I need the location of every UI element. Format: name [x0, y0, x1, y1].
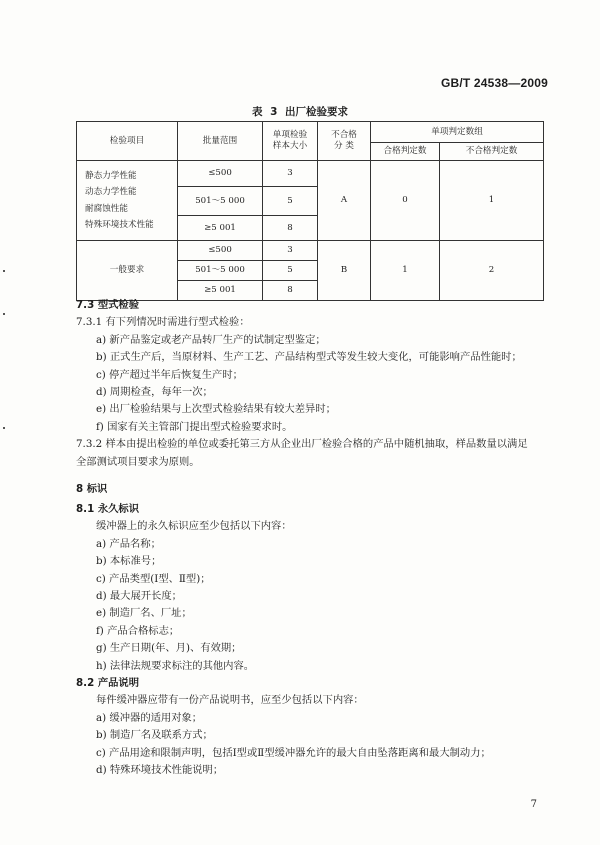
text-line: d) 特殊环境技术性能说明； — [96, 764, 224, 776]
text-line: 每件缓冲器应带有一份产品说明书，应至少包括以下内容： — [96, 694, 364, 707]
accept-number: 1 — [371, 241, 440, 301]
document-body — [76, 297, 546, 797]
text-line: 7.3.1 有下列情况时需进行型式检验： — [76, 316, 250, 329]
scan-mark — [3, 313, 5, 315]
header-item: 检验项目 — [77, 122, 178, 161]
text-line: b) 正式生产后，当原材料、生产工艺、产品结构型式等发生较大变化，可能影响产品性能时； — [96, 351, 522, 364]
sample-size: 3 — [263, 161, 318, 187]
batch-range: ≤500 — [178, 241, 263, 261]
inspection-item: 一般要求 — [77, 241, 178, 301]
text-line: b) 本标准号； — [96, 555, 162, 568]
text-line: b) 制造厂名及联系方式； — [96, 729, 213, 742]
text-line: h) 法律法规要求标注的其他内容。 — [96, 659, 255, 672]
header-verdict-group: 单项判定数组 — [371, 122, 544, 143]
table-row — [77, 161, 544, 187]
text-line: e) 出厂检验结果与上次型式检验结果有较大差异时； — [96, 403, 336, 416]
page-number: 7 — [530, 799, 537, 810]
text-line: 全部测试项目要求为原则。 — [76, 455, 200, 468]
text-line: c) 产品类型(Ⅰ型、Ⅱ型)； — [96, 572, 211, 585]
text-line: 7.3.2 样本由提出检验的单位或委托第三方从企业出厂检验合格的产品中随机抽取，样品数量以满足 — [76, 438, 528, 451]
text-line: f) 产品合格标志； — [96, 624, 180, 637]
table-row — [77, 241, 544, 261]
text-line: d) 周期检查，每年一次； — [96, 386, 213, 398]
table-body — [77, 122, 544, 301]
sample-size: 8 — [263, 281, 318, 301]
batch-range: ≥5 001 — [178, 281, 263, 301]
header-reject: 不合格判定数 — [440, 143, 544, 161]
batch-range: 501～5 000 — [178, 187, 263, 216]
text-line: g) 生产日期(年、月)、有效期； — [96, 642, 242, 655]
scan-mark — [3, 270, 5, 272]
section-heading: 8 标识 — [76, 483, 108, 495]
header-batch: 批量范围 — [178, 122, 263, 161]
inspection-item: 静态力学性能 动态力学性能 耐腐蚀性能 特殊环境技术性能 — [77, 161, 178, 241]
nonconformity-category: A — [318, 161, 371, 241]
section-heading: 7.3 型式检验 — [76, 299, 140, 311]
batch-range: 501～5 000 — [178, 261, 263, 281]
header-sample: 单项检验 样本大小 — [263, 122, 318, 161]
batch-range: ≥5 001 — [178, 216, 263, 241]
sample-size: 5 — [263, 187, 318, 216]
header-category: 不合格 分 类 — [318, 122, 371, 161]
reject-number: 1 — [440, 161, 544, 241]
section-heading: 8.1 永久标识 — [76, 503, 140, 515]
text-line: f) 国家有关主管部门提出型式检验要求时。 — [96, 420, 293, 433]
reject-number: 2 — [440, 241, 544, 301]
nonconformity-category: B — [318, 241, 371, 301]
text-line: d) 最大展开长度； — [96, 590, 182, 602]
standard-code: GB/T 24538—2009 — [440, 76, 548, 90]
batch-range: ≤500 — [178, 161, 263, 187]
sample-size: 3 — [263, 241, 318, 261]
header-row — [77, 122, 544, 143]
text-line: e) 制造厂名、厂址； — [96, 607, 192, 620]
scan-mark — [3, 427, 5, 429]
table-title: 表 3 出厂检验要求 — [251, 106, 349, 118]
text-line: a) 缓冲器的适用对象； — [96, 711, 203, 724]
header-accept: 合格判定数 — [371, 143, 440, 161]
text-line: a) 产品名称； — [96, 537, 161, 550]
inspection-table — [76, 121, 544, 301]
text-line: c) 停产超过半年后恢复生产时； — [96, 368, 243, 381]
section-heading: 8.2 产品说明 — [76, 677, 140, 689]
accept-number: 0 — [371, 161, 440, 241]
text-line: c) 产品用途和限制声明，包括Ⅰ型或Ⅱ型缓冲器允许的最大自由坠落距离和最大制动力； — [96, 746, 491, 759]
sample-size: 5 — [263, 261, 318, 281]
sample-size: 8 — [263, 216, 318, 241]
text-line: 缓冲器上的永久标识应至少包括以下内容： — [96, 520, 292, 533]
text-line: a) 新产品鉴定或老产品转厂生产的试制定型鉴定； — [96, 333, 326, 346]
